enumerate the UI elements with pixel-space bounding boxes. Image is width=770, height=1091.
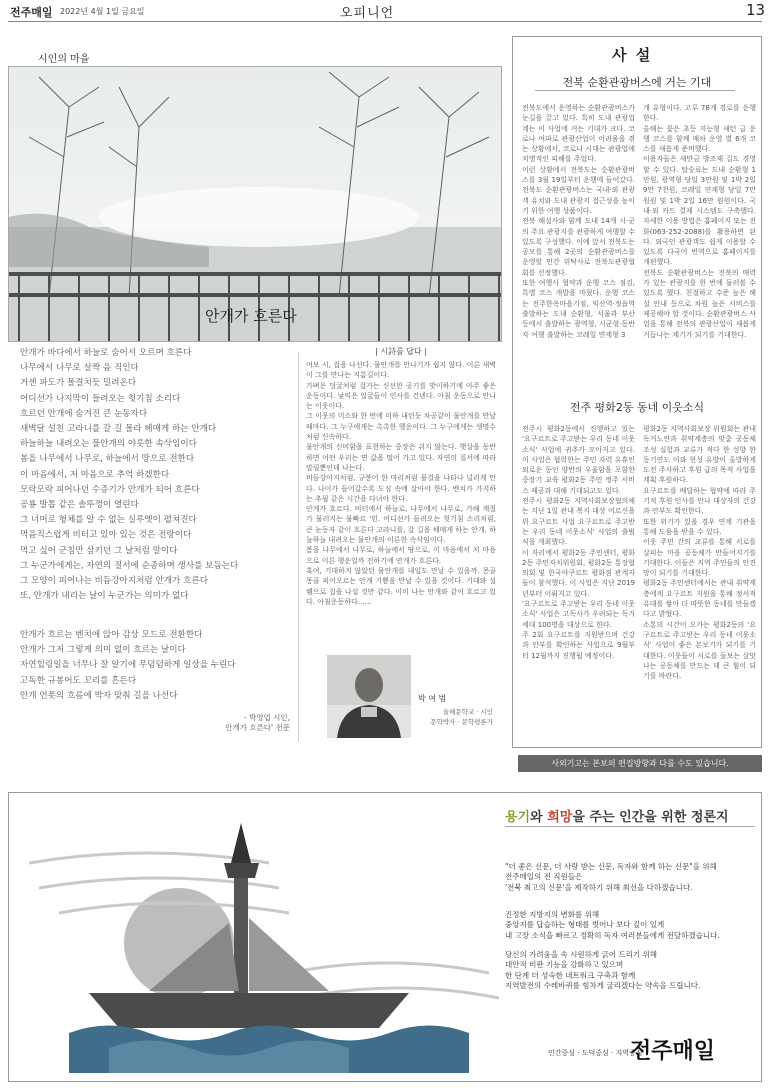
ad-title-courage: 용기 — [505, 810, 531, 825]
poem-stanza-2: 안개가 흐르는 벤치에 앉아 감상 모드로 전환한다 안개가 그저 그렇게 의미 없이 흐르는 날이다 자연힐링일을 너무나 잘 알기에 무덤덤하게 일상을 누린다 고독한 규봉어도 꼬리를 흔든다 안개 언폿의 흐름에 박자 맞춰 길을 나선다 — [20, 630, 236, 701]
editorial-2-col-a: 전주시 평화2동에서 진행하고 있는 '요구르트로 주고받는 우리 동네 이웃소식' 사업에 귀추가 모아지고 있다. 이 사업은 협력한는 주민 자력 유휴인 외로운 동인 양반의 우울함을 포함한 중장기 교육 평화2동 주민 정주 서비스 제공과 대해 기대되고도 있다. 전주시 평화2동 지역사회보장협의체는 지난 1일 관내 복지 대상 어르신을 위 요구르트 사업 요구르트로 주고받는 우리 동네 이웃소식' 사업의 출범식을 개최했다. 이 자리에서 평화2동 주민센터, 평화2동 주민자치위원회, 평화2동 통장협의회 및 한국야쿠르트 평화점 관계자들이 참석했다. 이 사업은 지난 2019년부터 이뤄지고 있다. '요구르트로 주고받는 우리 동네 이웃소식' 사업은 고독사가 우려되는 독거 세대 100명을 대상으로 한다. 주 2회 요구르트를 지원받으며 건강과 안부를 확인하는 사업으로 9월부터 12월까지 진행될 예정이다. — [522, 425, 635, 660]
poem-photo — [8, 66, 502, 342]
commentary-heading-text: 시詩를 답다 — [380, 347, 422, 356]
headline-rule — [535, 90, 735, 91]
column-label: 시인의 마을 — [38, 54, 90, 65]
poem-stanza-1: 안개가 바다에서 하늘로 숨어서 오르며 흐른다 나무에서 나무로 살짝 음 직인다 거센 파도가 몰결치듯 밀려온다 어디선가 나지막이 들려오는 헛기침 소리다 흐르던 안개에 숨겨진 큰 눈동자다 새벽달 설친 고라니를 갈 길 몰라 헤매게 하는 안개다 하늘하늘 내려오는 물안개의 야릇한 속삭임이다 봄을 나무에서 나무로, 하늘에서 땅으로 전한다 이 마음에서, 저 마음으로 추억 하겠한다 모락모락 피어나던 수증기가 안개가 되어 흐른다 공룡 발톱 같은 솔뚜껑이 열린다 그 너머로 형체를 알 수 없는 실루엣이 펼쳐진다 먹음직스럽게 비터고 있아 있는 것은 전랑이다 먹고 싶어 군침만 삼키던 그 날처럼 말이다 그 누군가에게는, 자연의 질서에 순종하며 생사를 보듬는다 그 모양이 피어나는 비듬강아지처럼 안개가 흐른다 또, 안개가 내리는 날이 누군가는 의미가 없다 — [20, 348, 239, 602]
ad-title — [505, 806, 729, 825]
author-name: 박 여 범 — [418, 694, 447, 703]
ad-title-hope: 희망 — [547, 810, 573, 825]
ad-title-and: 와 — [530, 810, 548, 825]
ad-logo: 전주매일 — [630, 1039, 716, 1064]
editorial-disclaimer: 사외기고는 본보의 편집방향과 다를 수도 있습니다. — [518, 755, 762, 772]
commentary-text: 여보 시, 집을 나선다. 물안개를 만나기가 쉽지 않다. 이른 새벽이 그를 만나는 지름길이다. 가벼운 덩굴처럼 걸가는 신선한 공기를 맞이하기에 아주 좋은 운동이다. 낯익은 얼굴들이 인사를 건넨다. 아침 운동으로 만나는 이웃이다. 그 이웃의 미소와 한 번에 미하 내린듯 차공같이 물안개를 만날때마다. 그 누구에게는 촉촉한 행운이다. 그 누구에게는 생명수처럼 신속하다. 물안개의 신비함을 표현하는 중장은 쉬지 않는다. 햇살을 동반하면 어떤 우리는 면 값을 떨어 가고 있다. 자연의 질서에 따라 말릴뿐인데 나는다. 비듬강아지처럼, 규봉어 한 마리처럼 물결을 나타나 널리게 만다. 나이가 들어갈수록 도심 속에 살아야 한다. 벤치가 가지하는 추월 같은 시간을 다녀야 한다. 안개가 흐르다. 비터에서 하늘로, 나무에서 나무로, 가해 계절가 물러지는 물빠르 '힌. 어디선가 들려오는 헛기침 소리처럼, 큰 눈동자 같이 흐른다 고라니를, 갈 길을 헤매게 하는 안개. 하늘하늘 내려오는 물안개의 이른한 속삭임이다. 봄을 나무에서 나무로, 하늘에서 땅으로, 이 마음에서 저 마음으로 이른 행운일까 전하기에 안개가 흐른다. 혹여, 기대하지 않았던 물안개를 내일도 만날 수 있을까. 몽골몽골 피어오르는 안개 기쁨을 만날 수 있을 것이다. 기대와 설렘으로 집을 나설 것만 같다. 이미 나는 안개와 같이 흐르고 있다. 아침운동하다…… — [306, 361, 496, 606]
editorial-headline-2: 전주 평화2동 동네 이웃소식 — [569, 401, 705, 414]
section-title: 오피니언 — [340, 6, 395, 21]
ad-paragraph-3: 당신의 가려움을 속 시원하게 긁어 드리기 위해 대안적 비판 기능을 강화하고 있으며 한 단계 더 성숙한 네트워크 구축과 함께 지역발전의 수레바퀴를 힘차게 굴리겠다는 약속을 드립니다. — [505, 950, 701, 991]
ad-paragraph-2: 진정한 지방지의 변화를 위해 중앙지를 답습하는 형태를 벗어나 보다 깊이 있게 내 고장 소식을 빠르고 정확히 독자 여러분들에게 전달하겠습니다. — [505, 910, 720, 940]
page-number: 13 — [746, 1, 766, 19]
page-header — [0, 0, 770, 22]
ad-illustration — [29, 823, 499, 1073]
commentary-heading: | 시詩를 답다 | — [375, 347, 427, 356]
author-portrait — [327, 655, 411, 738]
column-divider — [298, 352, 299, 742]
editorial-2-col-b: 평화2동 지역사회보장 위원회는 관내 독거노인과 취약계층의 맞춤 공동체 조성 실험과 교류가 적다 한 성향 한 동기연도 이와 현성 유방이 올발하게 도전 주사하고 후원 급의 목적 사업을 계획 후원하다. 요구르트를 배달하는 협약에 따라 주기적 후원 인사를 만나 대상자의 건강과 안부도 확인한다. 또한 위기가 있을 경우 연계 기관을 통해 도움을 받을 수 있다. 이웃 주민 간의 교류를 통해 서로를 살피는 마을 공동체가 만들어지기를 기대한다. 이들은 지역 주민들의 안전망이 되기를 기대한다. 평화2동 주민센터에서는 관내 취약계층에게 요구르트 지원을 통해 정서적 유대를 쌓아 더 따뜻한 동네를 만들겠다고 밝혔다. 소통의 시간이 오가는 평화2동의 '요구르트로 주고받는 우리 동네 이웃소식' 사업이 좋은 본보기가 되기를 기대한다. 이웃들이 서로를 돌보는 살맛 나는 공동체를 만드는 데 큰 힘이 되기를 바란다. — [643, 425, 756, 681]
ad-footer-tags: 인간중심 · 도덕중심 · 지역중심 — [548, 1049, 643, 1057]
editorial-headline-1: 전북 순환관광버스에 거는 기대 — [562, 76, 712, 89]
poem-source: - 박영엽 시인, 안개가 흐른다' 전문 — [225, 713, 290, 732]
paper-name: 전주매일 — [10, 6, 53, 19]
editorial-label: 사 설 — [612, 46, 653, 64]
ad-paragraph-1: "더 좋은 신문, 더 사랑 받는 신문, 독자와 함께 하는 신문"을 위해 전주매일의 전 직원들은 '전북 최고의 신문'을 제작하기 위해 최선을 다하겠습니다. — [505, 862, 717, 892]
author-info: 올해문학교 · 시인 문학박사 · 문학평론가 — [430, 708, 493, 726]
issue-date: 2022년 4월 1일 금요일 — [60, 7, 145, 16]
ad-title-rest: 을 주는 인간을 위한 정론지 — [572, 810, 729, 825]
header-rule — [8, 21, 762, 22]
editorial-1-col-b: 개 유형이다. 고루 78개 경로를 운행한다. 올해는 꽃은 초등 지능형 새턴 급 운행 코스를 함께 매차 운영 별 6개 코스를 새롭게 준비했다. 이용자들은 새만금 방조제 길도 경영할 수 있다. 탑승료는 도내 순환형 1만원, 광역형 당일 3만원 및 1박 2일 9만 7천원, 코레일 연계형 당일 7만 원원 및 1박 2일 16만 원원이다. 국내·외 카드 결제 시스템도 구축했다. 자세한 이용 방법은 홈페이지 또는 전화(063-252-2088)를 활용하면 된다. 외국인 관광객도 쉽게 이용할 수 있도록 다국어 번역으로 홈페이지를 개편했다. 전북도 순환관광버스는 전북의 매력 가 있는 관광지를 한 번에 둘러볼 수 있도록 했다. 친절하고 수준 높은 해설 안내 등으로 차원 높은 서비스를 제공해야 할 것이다. 순환관광버스 사업을 통해 전북의 관광산업이 새롭게 거듭나는 계기가 되기를 기대한다. — [643, 104, 756, 339]
editorial-1-col-a: 전북도에서 운영하는 순환관광버스가 눈길을 끌고 있다. 특히 도내 관광업계는 이 사업에 거는 기대가 크다. 코로나 여파로 관광산업이 어려움을 겪는 상황에서, 코로나 시대는 관광업에 치명적인 피해를 주었다. 이런 상황에서 전북도는 순환관광버스를 3월 19일부터 운행에 들어갔다. 전북도 순환관광버스는 국내·외 관광객 유치와 도내 관광지 접근성을 높이기 위한 여행 상품이다. 전북 해설사와 함께 도내 14개 시·군의 주요 관광지를 관광하게 여행할 수 있도록 구성했다. 이에 앞서 전북도는 공모를 통해 2곳의 순환관광버스를 운영할 민간 위탁사로 전북도관광협회를 선정했다. 또한 여행사 협약과 운행 코스 점검, 특별 코스 개발을 마쳤다. 운행 코스는 전주한옥마을기점, 익산역·정읍역 출발하는 도내 순환형, 서울과 부산 등에서 출발하는 광역형, 시군형·동반자 여행 출발하는 코레일 연계형 3 — [522, 104, 635, 339]
ad-title-rule — [505, 826, 755, 827]
poem-title: 안개가 흐른다 — [205, 307, 297, 325]
